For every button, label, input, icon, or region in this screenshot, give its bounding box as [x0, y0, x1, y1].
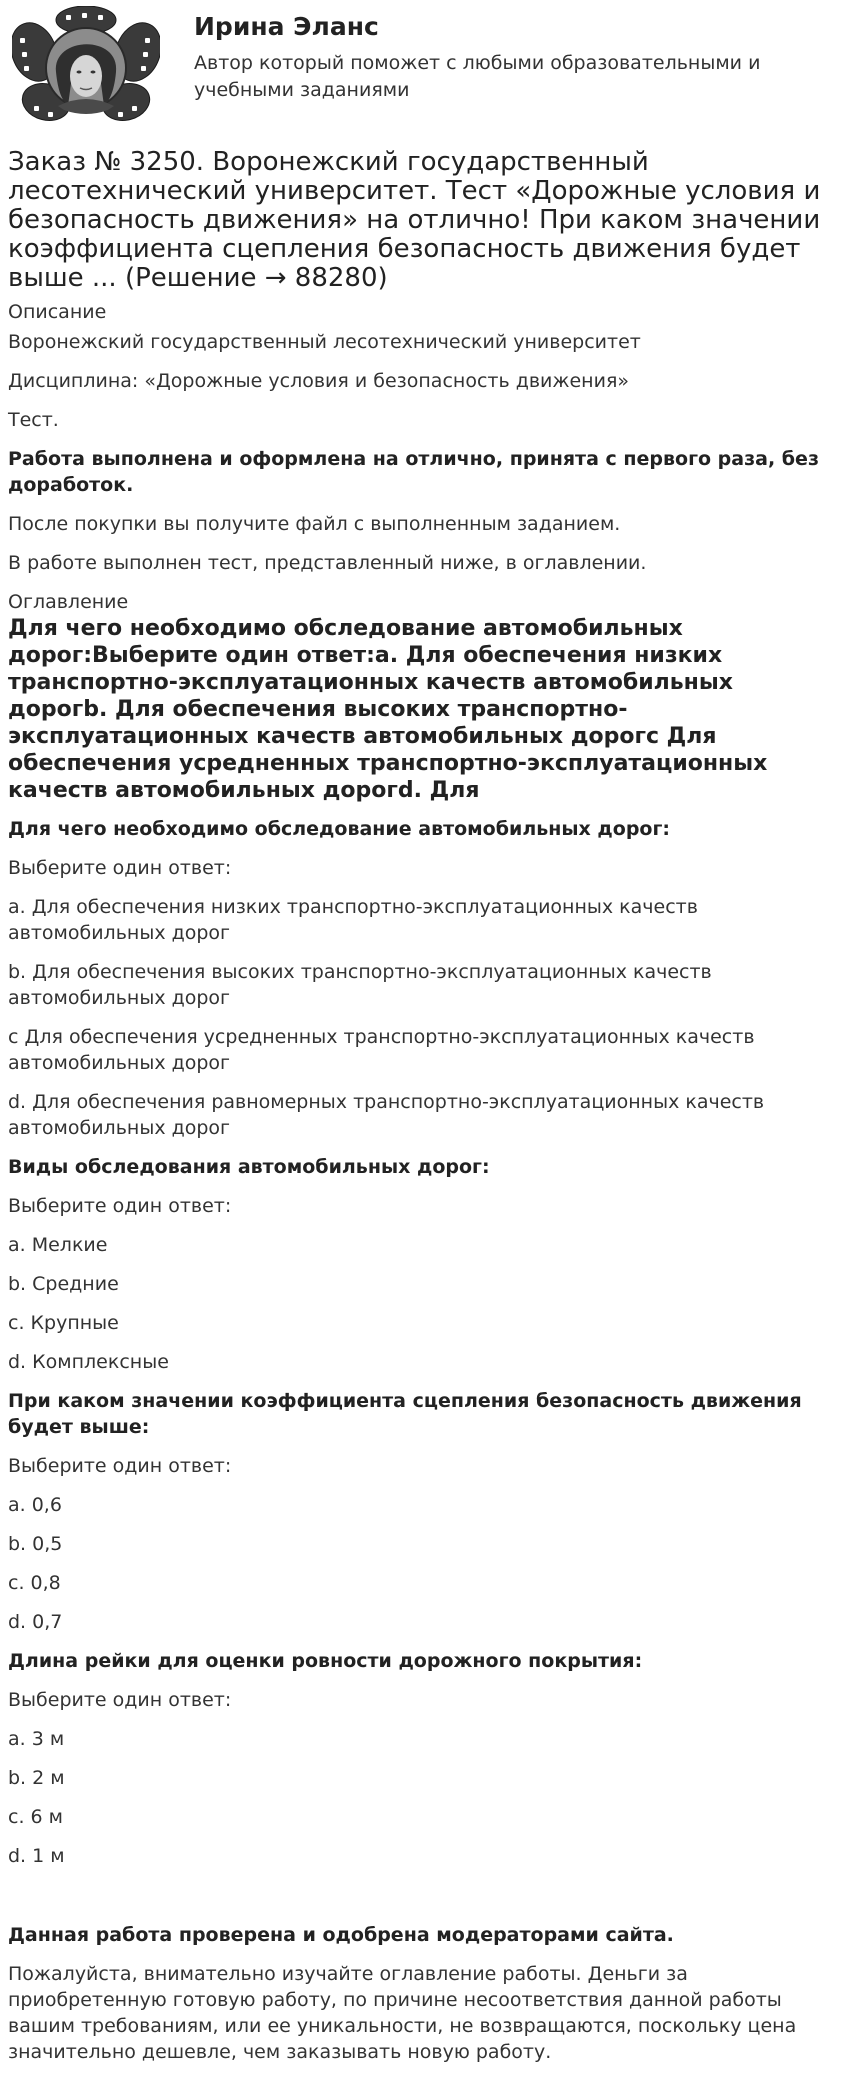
answer-option: c. Крупные — [8, 1312, 119, 1334]
answer-option: a. Для обеспечения низких транспортно-эксплуатационных качеств автомобильных дорог — [8, 896, 698, 944]
work-type-text: Тест. — [8, 409, 59, 431]
answer-option: d. 0,7 — [8, 1611, 63, 1633]
answer-option: c Для обеспечения усредненных транспортно-эксплуатационных качеств автомобильных дорог — [8, 1026, 755, 1074]
question-block — [8, 1388, 839, 1635]
author-name[interactable]: Ирина Эланс — [194, 12, 379, 41]
after-purchase-text: После покупки вы получите файл с выполненным заданием. — [8, 513, 621, 535]
answer-option: b. Для обеспечения высоких транспортно-эксплуатационных качеств автомобильных дорог — [8, 961, 712, 1009]
refund-notice: Пожалуйста, внимательно изучайте оглавление работы. Деньги за приобретенную готовую работу, по причине несоответствия данной работы вашим требованиям, или ее уникальности, не возвращаются, поскольку цена значительно дешевле, чем заказывать новую работу. — [8, 1963, 797, 2063]
answer-option: d. 1 м — [8, 1845, 65, 1867]
answer-option: a. Мелкие — [8, 1234, 108, 1256]
question-block — [8, 816, 839, 1141]
answer-option: b. 0,5 — [8, 1533, 63, 1555]
contents-note-text: В работе выполнен тест, представленный ниже, в оглавлении. — [8, 552, 647, 574]
question-prompt: Выберите один ответ: — [8, 1689, 232, 1711]
author-header — [8, 0, 839, 132]
spacer — [8, 1882, 839, 1922]
question-text: При каком значении коэффициента сцепления безопасность движения будет выше: — [8, 1390, 802, 1438]
moderation-text: Данная работа проверена и одобрена модераторами сайта. — [8, 1924, 674, 1946]
answer-option: d. Для обеспечения равномерных транспортно-эксплуатационных качеств автомобильных дорог — [8, 1091, 765, 1139]
question-text: Для чего необходимо обследование автомобильных дорог: — [8, 818, 671, 840]
toc-label: Оглавление — [8, 591, 129, 613]
question-prompt: Выберите один ответ: — [8, 857, 232, 879]
answer-option: a. 3 м — [8, 1728, 65, 1750]
answer-option: c. 6 м — [8, 1806, 63, 1828]
question-block — [8, 1154, 839, 1375]
university-text: Воронежский государственный лесотехнический университет — [8, 331, 641, 353]
question-text: Виды обследования автомобильных дорог: — [8, 1156, 490, 1178]
question-prompt: Выберите один ответ: — [8, 1455, 232, 1477]
answer-option: a. 0,6 — [8, 1494, 62, 1516]
question-prompt: Выберите один ответ: — [8, 1195, 232, 1217]
question-block — [8, 1648, 839, 1869]
description-label: Описание — [8, 301, 107, 323]
answer-option: b. Средние — [8, 1273, 119, 1295]
question-text: Длина рейки для оценки ровности дорожного покрытия: — [8, 1650, 643, 1672]
order-title: Заказ № 3250. Воронежский государственный лесотехнический университет. Тест «Дорожные условия и безопасность движения» на отлично! При каком значении коэффициента сцепления безопасность движения будет выше ... (Решение → 88280) — [8, 147, 821, 293]
author-avatar — [12, 6, 160, 128]
toc-heading: Для чего необходимо обследование автомобильных дорог:Выберите один ответ:a. Для обеспечения низких транспортно-эксплуатационных качеств автомобильных дорогb. Для обеспечения высоких транспортно-эксплуатационных качеств автомобильных дорогc Для обеспечения усредненных транспортно-эксплуатационных качеств автомобильных дорогd. Для — [8, 616, 768, 803]
author-description: Автор который поможет с любыми образовательными и учебными заданиями — [194, 52, 761, 101]
discipline-text: Дисциплина: «Дорожные условия и безопасность движения» — [8, 370, 630, 392]
answer-option: b. 2 м — [8, 1767, 65, 1789]
answer-option: d. Комплексные — [8, 1351, 169, 1373]
answer-option: c. 0,8 — [8, 1572, 61, 1594]
quality-text: Работа выполнена и оформлена на отлично, принята с первого раза, без доработок. — [8, 448, 819, 496]
